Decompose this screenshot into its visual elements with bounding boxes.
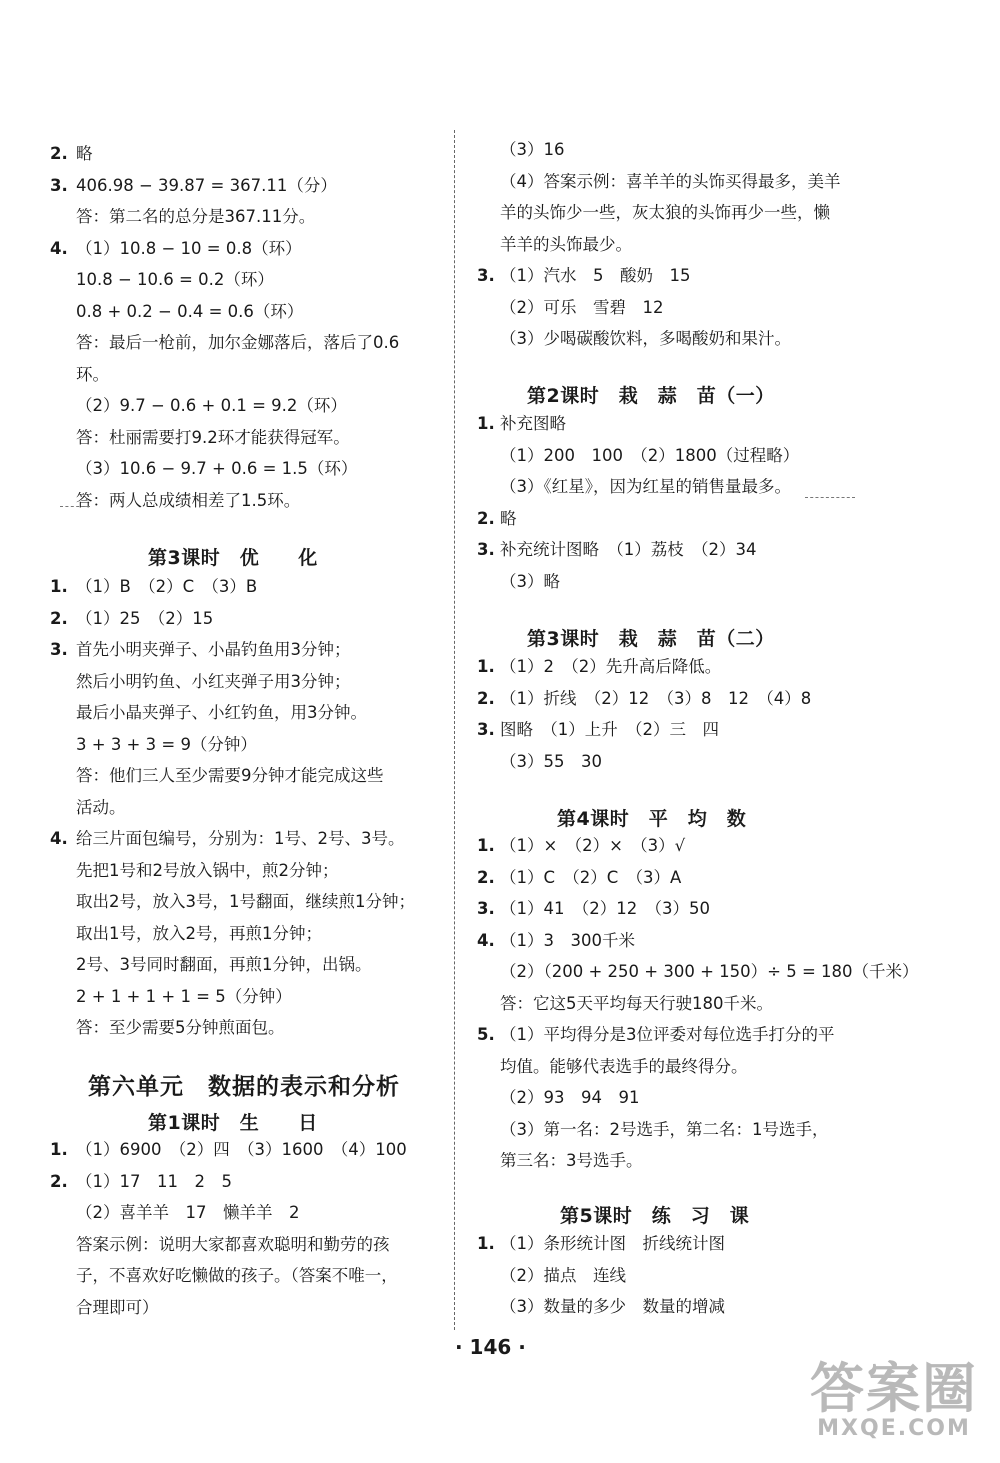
answer-line: 取出1号，放入2号，再煎1分钟；: [76, 923, 322, 943]
lesson3b-heading: 第3课时 栽 蒜 苗（二）: [527, 628, 775, 650]
answer-line: 环。: [76, 364, 109, 384]
answer-line: 补充图略: [500, 414, 566, 433]
answer-line: （2）（200 + 250 + 300 + 150）÷ 5 = 180（千米）: [500, 962, 919, 981]
answer-line: 2号、3号同时翻面，再煎1分钟，出锅。: [76, 955, 372, 974]
answer-line: （1）条形统计图 折线统计图: [500, 1234, 725, 1253]
answer-line: （2）描点 连线: [500, 1265, 626, 1285]
answer-line: （4）答案示例：喜羊羊的头饰买得最多，美羊: [500, 171, 841, 191]
watermark-domain: MXQE.COM: [817, 1416, 971, 1441]
question-number: 2.: [477, 508, 495, 528]
question-number: 3.: [477, 899, 495, 918]
answer-line: 略: [76, 144, 93, 163]
question-number: 3.: [50, 175, 68, 195]
unit6-heading: 第六单元 数据的表示和分析: [88, 1074, 400, 1100]
answer-line: 答：两人总成绩相差了1.5环。: [76, 490, 301, 510]
answer-line: （1）17 11 2 5: [76, 1171, 232, 1191]
answer-line: 答案示例：说明大家都喜欢聪明和勤劳的孩: [76, 1234, 390, 1254]
answer-line: （1）汽水 5 酸奶 15: [500, 266, 691, 285]
answer-line: （1）3 300千米: [500, 930, 635, 950]
column-divider: [454, 130, 455, 1330]
answer-line: （3）略: [500, 571, 560, 591]
question-number: 1.: [50, 577, 68, 596]
answer-line: （2）93 94 91: [500, 1088, 640, 1107]
answer-line: 3 + 3 + 3 = 9（分钟）: [76, 734, 257, 754]
answer-line: （3）55 30: [500, 751, 602, 771]
answer-line: 均值。能够代表选手的最终得分。: [500, 1056, 748, 1076]
answer-line: （1）C （2）C （3）A: [500, 867, 682, 887]
answer-line: 406.98 − 39.87 = 367.11（分）: [76, 175, 337, 195]
answer-line: （3）10.6 − 9.7 + 0.6 = 1.5（环）: [76, 459, 358, 478]
question-number: 4.: [50, 238, 68, 258]
answer-line: 答：它这5天平均每天行驶180千米。: [500, 993, 773, 1013]
answer-line: 0.8 + 0.2 − 0.4 = 0.6（环）: [76, 301, 304, 321]
answer-line: （3）第一名：2号选手，第二名：1号选手，: [500, 1119, 829, 1139]
answer-line: 10.8 − 10.6 = 0.2（环）: [76, 270, 274, 289]
question-number: 2.: [50, 608, 68, 628]
answer-line: （1）折线 （2）12 （3）8 12 （4）8: [500, 688, 812, 708]
answer-line: （1）6900 （2）四 （3）1600 （4）100: [76, 1140, 407, 1159]
lesson5-heading: 第5课时 练 习 课: [560, 1205, 750, 1227]
question-number: 1.: [477, 836, 495, 855]
page-number: · 146 ·: [455, 1335, 526, 1359]
question-number: 3.: [477, 720, 495, 739]
answer-line: 略: [500, 508, 517, 528]
answer-line: （2）可乐 雪碧 12: [500, 297, 664, 317]
question-number: 1.: [477, 1234, 495, 1253]
watermark-text: 答案圈: [810, 1356, 978, 1420]
answer-line: 第三名：3号选手。: [500, 1151, 643, 1170]
answer-line: 羊羊的头饰最少。: [500, 234, 632, 254]
answer-line: （1）B （2）C （3）B: [76, 577, 258, 596]
answer-line: （1）10.8 − 10 = 0.8（环）: [76, 238, 302, 258]
question-number: 1.: [50, 1140, 68, 1159]
question-number: 1.: [477, 414, 495, 433]
unit6-lesson1-heading: 第1课时 生 日: [148, 1112, 318, 1134]
answer-line: （1）41 （2）12 （3）50: [500, 899, 710, 918]
question-number: 2.: [477, 867, 495, 887]
answer-line: （2）9.7 − 0.6 + 0.1 = 9.2（环）: [76, 396, 347, 415]
lesson4-heading: 第4课时 平 均 数: [557, 808, 747, 830]
answer-line: （1）2 （2）先升高后降低。: [500, 657, 722, 676]
answer-line: 答：至少需要5分钟煎面包。: [76, 1018, 285, 1037]
lesson2-heading: 第2课时 栽 蒜 苗（一）: [527, 385, 775, 407]
answer-line: 答：最后一枪前，加尔金娜落后，落后了0.6: [76, 333, 400, 352]
answer-line: 羊的头饰少一些，灰太狼的头饰再少一些，懒: [500, 203, 830, 222]
answer-line: 先把1号和2号放入锅中，煎2分钟；: [76, 860, 339, 880]
answer-line: （3）《红星》，因为红星的销售量最多。: [500, 477, 791, 496]
answer-line: （1）× （2）× （3）√: [500, 836, 686, 855]
answer-line: 2 + 1 + 1 + 1 = 5（分钟）: [76, 986, 292, 1006]
answer-line: 答：第二名的总分是367.11分。: [76, 207, 316, 226]
answer-line: 最后小晶夹弹子、小红钓鱼，用3分钟。: [76, 703, 367, 722]
question-number: 5.: [477, 1025, 495, 1044]
answer-line: （1）25 （2）15: [76, 608, 214, 628]
question-number: 3.: [477, 266, 495, 285]
question-number: 2.: [477, 688, 495, 708]
answer-line: （1）平均得分是3位评委对每位选手打分的平: [500, 1025, 835, 1044]
answer-line: 图略 （1）上升 （2）三 四: [500, 720, 719, 739]
watermark-logo: [810, 1356, 978, 1441]
question-number: 3.: [477, 540, 495, 559]
lesson3-heading: 第3课时 优 化: [148, 547, 318, 569]
answer-line: 活动。: [76, 797, 126, 817]
answer-line: （3）少喝碳酸饮料，多喝酸奶和果汁。: [500, 329, 791, 348]
question-number: 3.: [50, 640, 68, 659]
question-number: 2.: [50, 144, 68, 163]
answer-line: （2）喜羊羊 17 懒羊羊 2: [76, 1203, 300, 1222]
answer-line: 首先小明夹弹子、小晶钓鱼用3分钟；: [76, 640, 351, 659]
answer-line: 答：他们三人至少需要9分钟才能完成这些: [76, 766, 384, 785]
question-number: 1.: [477, 657, 495, 676]
dash-rule: [60, 506, 90, 507]
answer-line: 答：杜丽需要打9.2环才能获得冠军。: [76, 427, 350, 447]
question-number: 2.: [50, 1171, 68, 1191]
answer-line: 给三片面包编号，分别为：1号、2号、3号。: [76, 829, 405, 848]
answer-line: 取出2号，放入3号，1号翻面，继续煎1分钟；: [76, 892, 415, 911]
question-number: 4.: [477, 930, 495, 950]
answer-line: 然后小明钓鱼、小红夹弹子用3分钟；: [76, 671, 351, 691]
answer-line: 子，不喜欢好吃懒做的孩子。（答案不唯一，: [76, 1266, 398, 1285]
answer-line: （1）200 100 （2）1800（过程略）: [500, 445, 800, 465]
answer-line: （3）数量的多少 数量的增减: [500, 1297, 725, 1316]
answer-line: （3）16: [500, 140, 565, 159]
question-number: 4.: [50, 829, 68, 848]
answer-line: 合理即可）: [76, 1297, 159, 1317]
answer-line: 补充统计图略 （1）荔枝 （2）34: [500, 540, 757, 559]
dash-rule: [805, 497, 855, 498]
